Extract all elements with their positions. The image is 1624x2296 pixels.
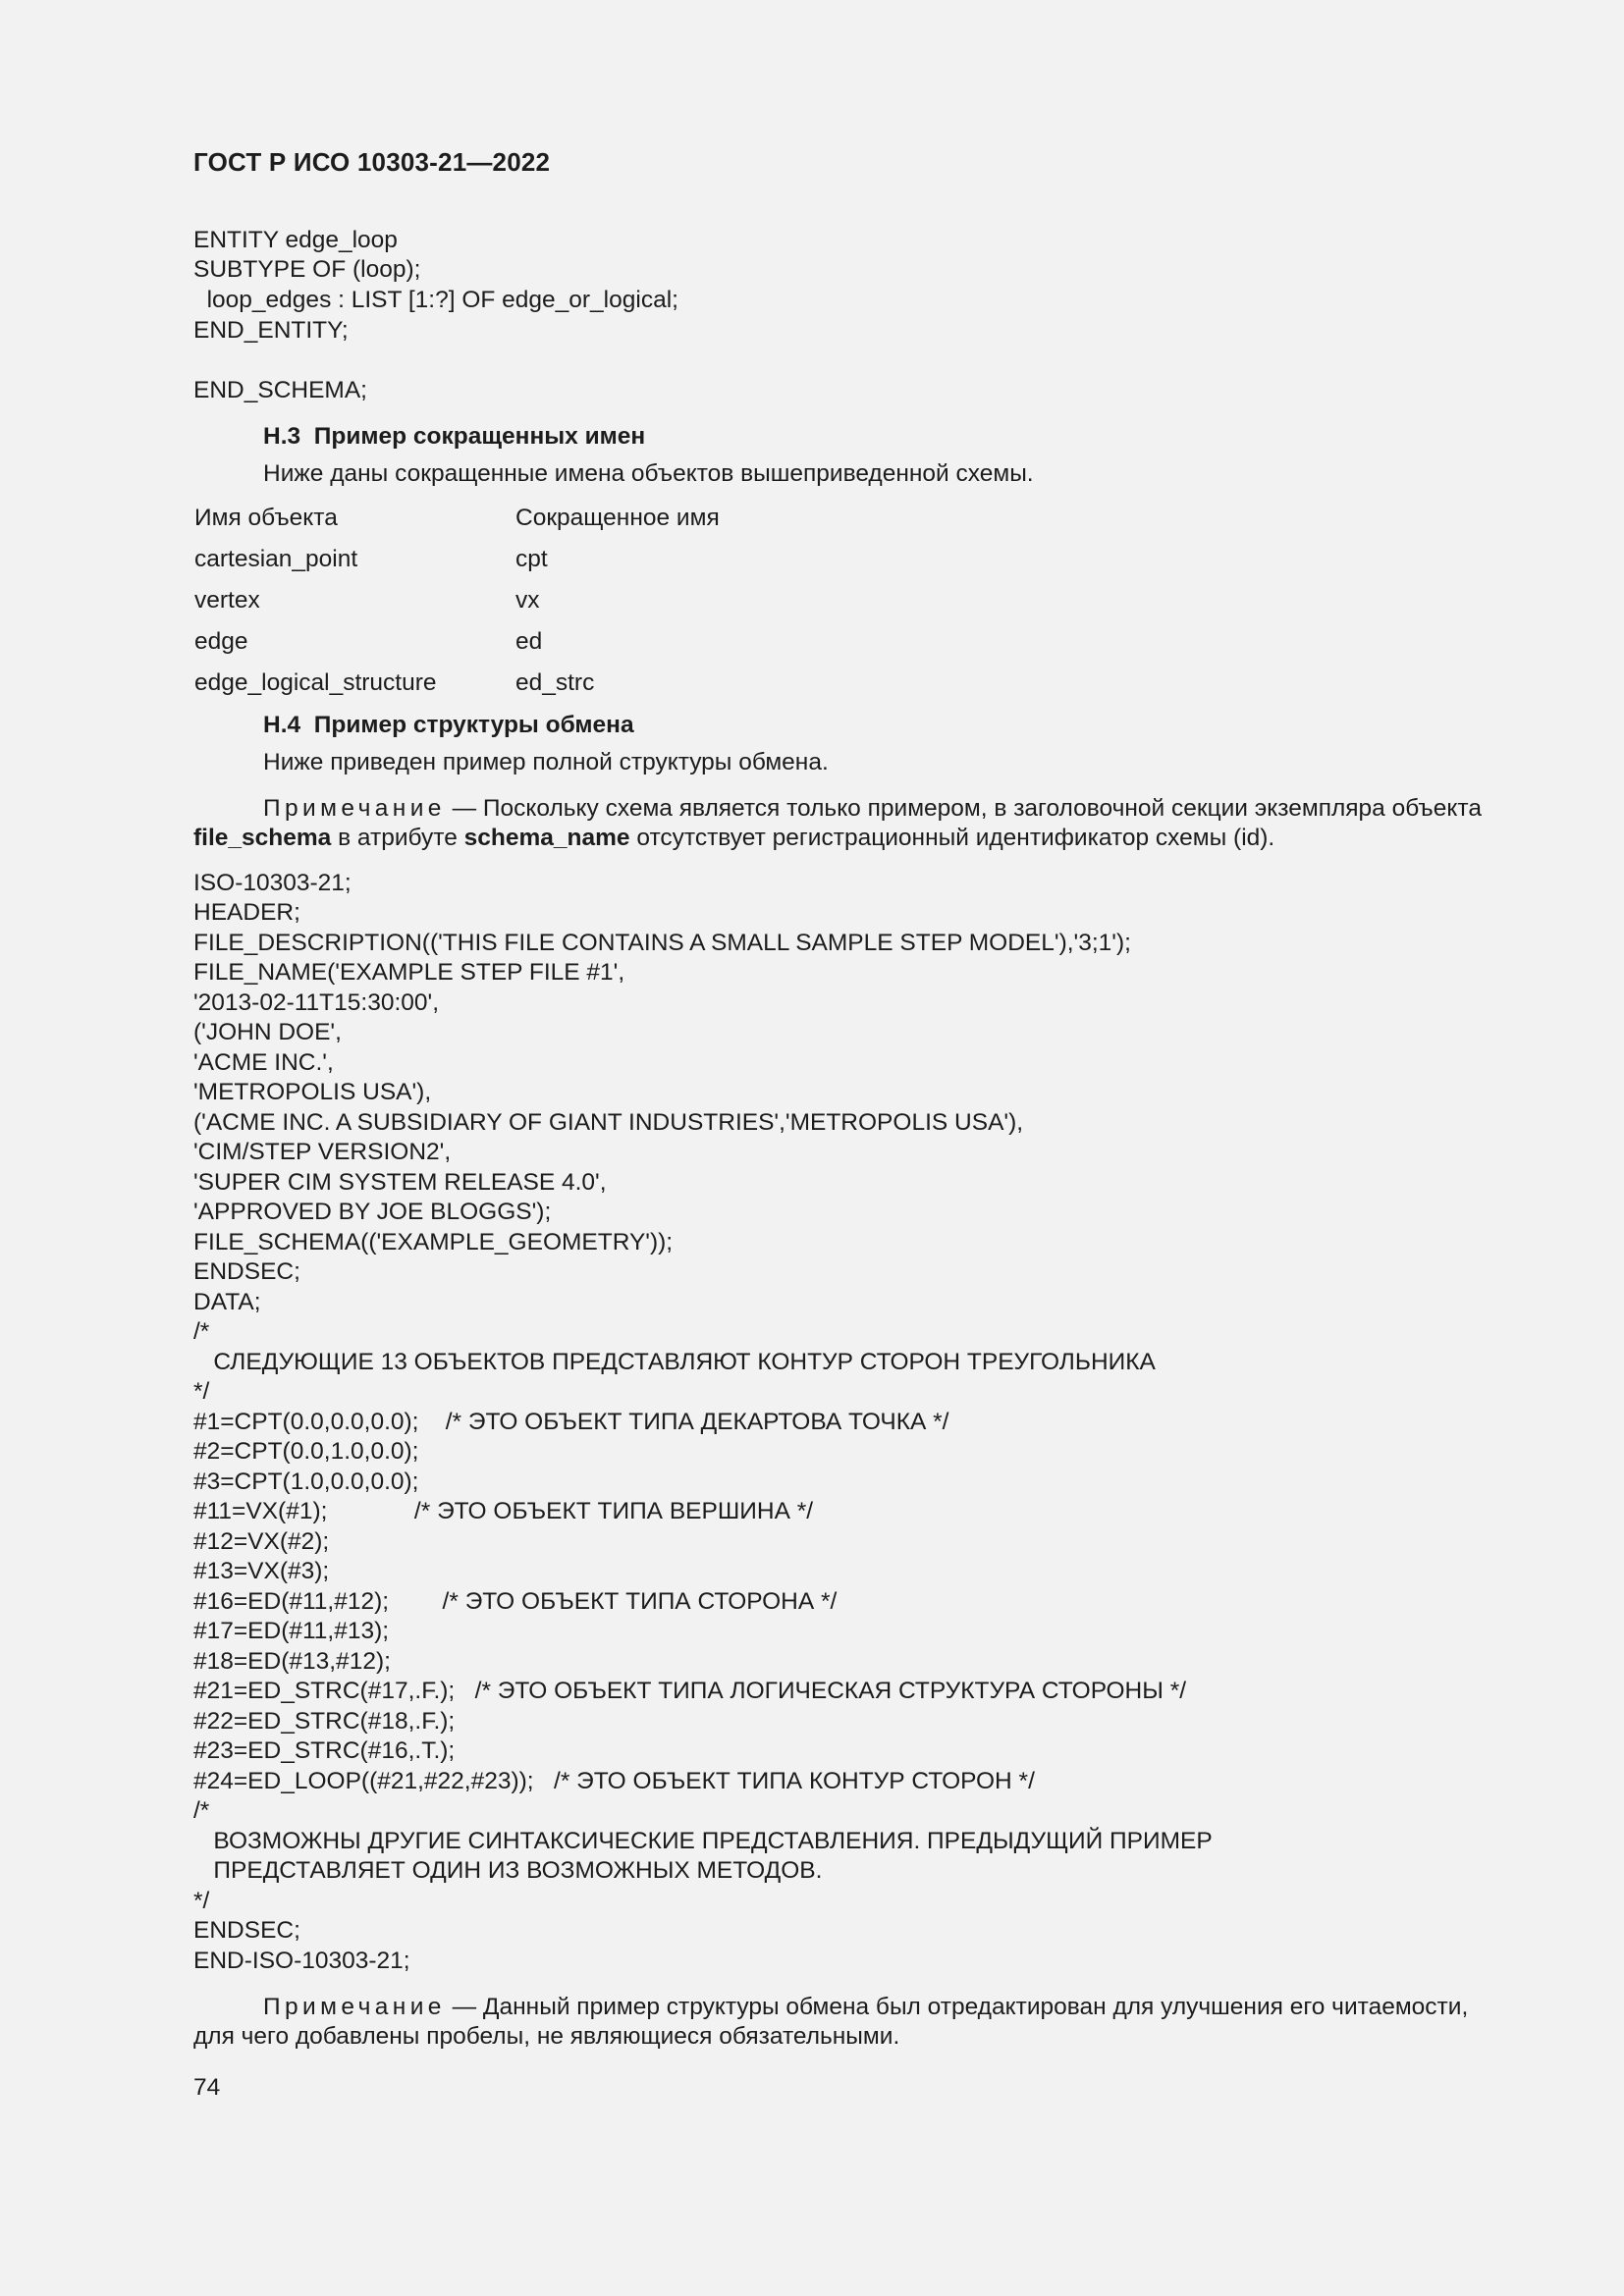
exchange-line: FILE_SCHEMA(('EXAMPLE_GEOMETRY'));: [193, 1229, 674, 1255]
exchange-line: #22=ED_STRC(#18,.F.);: [193, 1708, 456, 1735]
exchange-line: ('JOHN DOE',: [193, 1019, 342, 1045]
exchange-line: ENDSEC;: [193, 1258, 300, 1285]
exchange-line: /*: [193, 1797, 210, 1824]
exchange-line: #24=ED_LOOP((#21,#22,#23)); /* ЭТО ОБЪЕКТ ТИПА КОНТУР СТОРОН */: [193, 1768, 1035, 1794]
code-line: END_ENTITY;: [193, 317, 349, 344]
exchange-line: */: [193, 1888, 210, 1914]
exchange-line: 'APPROVED BY JOE BLOGGS');: [193, 1199, 552, 1225]
exchange-line: #13=VX(#3);: [193, 1558, 330, 1584]
exchange-line: FILE_NAME('EXAMPLE STEP FILE #1',: [193, 959, 625, 986]
exchange-line: ВОЗМОЖНЫ ДРУГИЕ СИНТАКСИЧЕСКИЕ ПРЕДСТАВЛЕНИЯ. ПРЕДЫДУЩИЙ ПРИМЕР: [193, 1828, 1213, 1854]
table-cell-name: edge_logical_structure: [194, 669, 437, 696]
exchange-line: #21=ED_STRC(#17,.F.); /* ЭТО ОБЪЕКТ ТИПА ЛОГИЧЕСКАЯ СТРУКТУРА СТОРОНЫ */: [193, 1678, 1187, 1704]
note-text: в атрибуте: [331, 825, 464, 851]
exchange-line: FILE_DESCRIPTION(('THIS FILE CONTAINS A SMALL SAMPLE STEP MODEL'),'3;1');: [193, 930, 1131, 956]
exchange-line: ISO-10303-21;: [193, 870, 352, 896]
note-label: Примечание: [263, 795, 446, 822]
note-label: Примечание: [263, 1994, 446, 2020]
table-cell-short: ed: [515, 628, 543, 655]
exchange-line: 'CIM/STEP VERSION2',: [193, 1139, 452, 1165]
note-1-line-1: [263, 794, 1482, 824]
exchange-line: ПРЕДСТАВЛЯЕТ ОДИН ИЗ ВОЗМОЖНЫХ МЕТОДОВ.: [193, 1857, 823, 1884]
section-text-h3: Ниже даны сокращенные имена объектов вышеприведенной схемы.: [263, 460, 1034, 487]
code-line: END_SCHEMA;: [193, 377, 367, 403]
exchange-line: /*: [193, 1318, 210, 1345]
table-cell-short: cpt: [515, 546, 548, 572]
exchange-line: СЛЕДУЮЩИЕ 13 ОБЪЕКТОВ ПРЕДСТАВЛЯЮТ КОНТУР СТОРОН ТРЕУГОЛЬНИКА: [193, 1349, 1156, 1375]
exchange-line: END-ISO-10303-21;: [193, 1948, 410, 1974]
exchange-line: #3=CPT(1.0,0.0,0.0);: [193, 1468, 419, 1495]
exchange-line: #16=ED(#11,#12); /* ЭТО ОБЪЕКТ ТИПА СТОРОНА */: [193, 1588, 838, 1615]
code-line: ENTITY edge_loop: [193, 227, 398, 253]
table-cell-short: ed_strc: [515, 669, 595, 696]
table-cell-name: edge: [194, 628, 248, 655]
exchange-line: #1=CPT(0.0,0.0,0.0); /* ЭТО ОБЪЕКТ ТИПА ДЕКАРТОВА ТОЧКА */: [193, 1409, 949, 1435]
exchange-line: 'SUPER CIM SYSTEM RELEASE 4.0',: [193, 1169, 607, 1196]
note-bold-term: schema_name: [463, 825, 630, 851]
note-2-line-2: для чего добавлены пробелы, не являющиеся обязательными.: [193, 2023, 900, 2050]
exchange-line: #12=VX(#2);: [193, 1528, 330, 1555]
exchange-line: 'METROPOLIS USA'),: [193, 1079, 432, 1105]
table-header-object-name: Имя объекта: [194, 505, 338, 531]
table-cell-short: vx: [515, 587, 540, 614]
note-text: — Поскольку схема является только примером, в заголовочной секции экземпляра объекта: [445, 795, 1482, 822]
code-line: loop_edges : LIST [1:?] OF edge_or_logical;: [193, 287, 678, 313]
section-heading-h4: Н.4 Пример структуры обмена: [263, 712, 634, 738]
exchange-line: DATA;: [193, 1289, 261, 1315]
exchange-line: #11=VX(#1); /* ЭТО ОБЪЕКТ ТИПА ВЕРШИНА */: [193, 1498, 814, 1524]
exchange-line: */: [193, 1378, 210, 1405]
section-text-h4: Ниже приведен пример полной структуры обмена.: [263, 749, 829, 775]
note-1-line-2: [193, 824, 1274, 853]
section-heading-h3: Н.3 Пример сокращенных имен: [263, 423, 646, 450]
exchange-line: '2013-02-11T15:30:00',: [193, 989, 440, 1016]
exchange-line: #23=ED_STRC(#16,.T.);: [193, 1737, 456, 1764]
exchange-line: 'ACME INC.',: [193, 1049, 334, 1076]
page-number: 74: [193, 2074, 221, 2101]
exchange-line: ('ACME INC. A SUBSIDIARY OF GIANT INDUSTRIES','METROPOLIS USA'),: [193, 1109, 1024, 1136]
table-cell-name: vertex: [194, 587, 260, 614]
exchange-line: HEADER;: [193, 899, 300, 926]
exchange-line: ENDSEC;: [193, 1917, 300, 1944]
document-header-title: ГОСТ Р ИСО 10303-21—2022: [193, 147, 551, 177]
table-cell-name: cartesian_point: [194, 546, 358, 572]
code-line: SUBTYPE OF (loop);: [193, 256, 421, 283]
exchange-line: #17=ED(#11,#13);: [193, 1618, 390, 1644]
note-text: — Данный пример структуры обмена был отредактирован для улучшения его читаемости,: [445, 1994, 1469, 2020]
exchange-line: #18=ED(#13,#12);: [193, 1648, 391, 1675]
note-bold-term: file_schema: [193, 825, 332, 851]
table-header-short-name: Сокращенное имя: [515, 505, 720, 531]
note-text: отсутствует регистрационный идентификатор схемы (id).: [629, 825, 1275, 851]
exchange-line: #2=CPT(0.0,1.0,0.0);: [193, 1438, 419, 1465]
note-2-line-1: [263, 1993, 1468, 2022]
